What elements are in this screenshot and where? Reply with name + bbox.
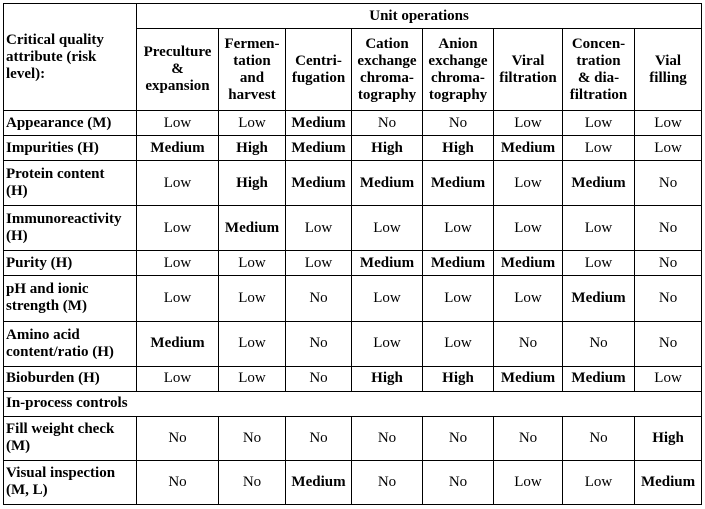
row-label-line: (H) <box>6 228 28 245</box>
row-label-line: Protein content <box>6 166 105 183</box>
header-row-group <box>4 4 702 29</box>
risk-cell: Medium <box>563 276 635 321</box>
risk-cell: Low <box>352 206 423 251</box>
row-label-line: Appearance (M) <box>6 114 112 131</box>
column-header-line: Preculture <box>143 44 212 60</box>
risk-cell: Low <box>219 366 286 391</box>
risk-cell: Low <box>423 206 494 251</box>
risk-assessment-table <box>3 3 702 505</box>
row-label-line: pH and ionic <box>6 281 89 298</box>
risk-cell: Low <box>494 161 563 206</box>
column-header-line: exchange <box>357 52 417 69</box>
column-header-line: tration <box>576 52 621 69</box>
risk-cell: No <box>286 321 352 366</box>
corner-header: Critical quality attribute (risk level): <box>4 4 137 111</box>
risk-cell: Low <box>286 206 352 251</box>
column-header <box>494 29 563 111</box>
risk-cell: Medium <box>137 136 219 161</box>
risk-cell: Low <box>137 111 219 136</box>
risk-cell: No <box>352 416 423 460</box>
column-header-line: and <box>239 69 265 86</box>
table-row <box>4 111 702 136</box>
risk-cell: Low <box>219 276 286 321</box>
risk-cell: Low <box>219 251 286 276</box>
row-label-line: Purity (H) <box>6 254 73 271</box>
risk-cell: No <box>137 460 219 504</box>
risk-cell: Low <box>423 276 494 321</box>
row-label-line: Bioburden (H) <box>6 370 100 387</box>
column-header <box>423 29 494 111</box>
risk-cell: High <box>423 366 494 391</box>
risk-cell: No <box>563 321 635 366</box>
row-label <box>4 460 137 504</box>
table-row <box>4 321 702 366</box>
row-label-line: Immunoreactivity <box>6 211 122 228</box>
risk-cell: Low <box>563 111 635 136</box>
row-label-line: Visual inspection <box>6 465 116 482</box>
column-header-line: Concen- <box>571 35 626 52</box>
risk-cell: No <box>423 416 494 460</box>
column-header <box>563 29 635 111</box>
risk-cell: Low <box>563 251 635 276</box>
risk-cell: Low <box>137 206 219 251</box>
unit-operations-header: Unit operations <box>137 4 702 29</box>
row-label <box>4 321 137 366</box>
column-header-line: tation <box>233 52 271 69</box>
risk-cell: High <box>219 136 286 161</box>
column-header-line: Fermen- <box>224 35 280 52</box>
row-label-line: strength (M) <box>6 298 87 315</box>
column-header-line: Anion <box>438 35 478 52</box>
risk-cell: Medium <box>423 251 494 276</box>
risk-cell: Medium <box>494 366 563 391</box>
risk-cell: No <box>494 321 563 366</box>
column-header-line: fugation <box>291 69 346 86</box>
row-label-line: Impurities (H) <box>6 139 99 156</box>
row-label-line: Amino acid <box>6 326 80 343</box>
risk-cell: No <box>563 416 635 460</box>
row-label <box>4 276 137 321</box>
risk-cell: Medium <box>494 251 563 276</box>
risk-cell: High <box>423 136 494 161</box>
column-header-line: Viral <box>511 52 545 69</box>
risk-cell: No <box>423 111 494 136</box>
row-label-line: content/ratio (H) <box>6 343 114 360</box>
risk-cell: Medium <box>423 161 494 206</box>
risk-cell: No <box>635 251 702 276</box>
column-header-line: chroma- <box>360 69 414 86</box>
row-label-line: (H) <box>6 183 28 200</box>
risk-cell: No <box>635 321 702 366</box>
column-header-line: & <box>171 61 184 77</box>
risk-cell: High <box>352 366 423 391</box>
risk-cell: No <box>352 460 423 504</box>
column-header-line: filling <box>649 69 687 86</box>
row-label-line: (M, L) <box>6 482 48 499</box>
risk-cell: No <box>219 416 286 460</box>
risk-cell: Low <box>137 276 219 321</box>
row-label <box>4 111 137 136</box>
risk-cell: Medium <box>286 111 352 136</box>
risk-cell: Low <box>219 321 286 366</box>
table-row <box>4 136 702 161</box>
column-header-line: filtration <box>499 69 557 86</box>
column-header-line: filtration <box>569 86 628 103</box>
risk-cell: Low <box>423 321 494 366</box>
column-header-line: chroma- <box>431 69 485 86</box>
risk-cell: Low <box>563 206 635 251</box>
row-label <box>4 161 137 206</box>
table-row <box>4 460 702 504</box>
risk-cell: Low <box>494 206 563 251</box>
risk-cell: Medium <box>563 161 635 206</box>
row-label <box>4 251 137 276</box>
row-label <box>4 206 137 251</box>
risk-cell: Low <box>137 161 219 206</box>
risk-cell: No <box>423 460 494 504</box>
risk-cell: Medium <box>352 251 423 276</box>
risk-cell: Low <box>352 321 423 366</box>
risk-cell: Medium <box>137 321 219 366</box>
table-row <box>4 276 702 321</box>
column-header <box>635 29 702 111</box>
risk-cell: Low <box>494 460 563 504</box>
table-row <box>4 161 702 206</box>
column-header-line: exchange <box>428 52 488 69</box>
risk-cell: No <box>286 276 352 321</box>
section-row <box>4 391 702 416</box>
risk-cell: Low <box>563 136 635 161</box>
column-header-line: Vial <box>654 52 682 69</box>
risk-cell: Low <box>137 251 219 276</box>
risk-cell: Low <box>563 460 635 504</box>
risk-cell: Low <box>494 276 563 321</box>
risk-cell: No <box>494 416 563 460</box>
risk-cell: Medium <box>286 460 352 504</box>
risk-cell: Low <box>137 366 219 391</box>
risk-cell: Low <box>352 276 423 321</box>
risk-cell: Low <box>635 136 702 161</box>
table-row <box>4 251 702 276</box>
risk-cell: High <box>352 136 423 161</box>
row-label-line: (M) <box>6 438 31 455</box>
risk-cell: No <box>219 460 286 504</box>
risk-cell: Medium <box>563 366 635 391</box>
risk-cell: No <box>635 161 702 206</box>
risk-cell: No <box>286 416 352 460</box>
risk-cell: Low <box>635 111 702 136</box>
column-header-line: Cation <box>365 35 409 52</box>
risk-cell: No <box>635 206 702 251</box>
column-header <box>219 29 286 111</box>
risk-cell: High <box>635 416 702 460</box>
table-row <box>4 206 702 251</box>
column-header <box>352 29 423 111</box>
risk-cell: No <box>137 416 219 460</box>
column-header-line: expansion <box>145 78 210 94</box>
risk-cell: No <box>635 276 702 321</box>
risk-cell: No <box>286 366 352 391</box>
column-header-line: harvest <box>228 86 276 103</box>
risk-cell: Medium <box>352 161 423 206</box>
risk-cell: Medium <box>286 136 352 161</box>
risk-cell: Medium <box>494 136 563 161</box>
row-label <box>4 136 137 161</box>
risk-cell: Low <box>494 111 563 136</box>
risk-cell: Low <box>635 366 702 391</box>
row-label <box>4 416 137 460</box>
risk-cell: Medium <box>635 460 702 504</box>
column-header-line: tography <box>428 86 488 103</box>
column-header <box>137 29 219 111</box>
risk-cell: No <box>352 111 423 136</box>
risk-cell: High <box>219 161 286 206</box>
column-header-line: & dia- <box>577 69 620 86</box>
table-body <box>4 111 702 505</box>
risk-cell: Medium <box>286 161 352 206</box>
row-label <box>4 366 137 391</box>
column-header-line: tography <box>357 86 417 103</box>
risk-cell: Low <box>219 111 286 136</box>
risk-cell: Medium <box>219 206 286 251</box>
table-row <box>4 366 702 391</box>
risk-cell: Low <box>286 251 352 276</box>
column-header <box>286 29 352 111</box>
column-header-line: Centri- <box>295 52 342 69</box>
row-label-line: Fill weight check <box>6 421 115 438</box>
section-label: In-process controls <box>4 391 702 416</box>
table-row <box>4 416 702 460</box>
